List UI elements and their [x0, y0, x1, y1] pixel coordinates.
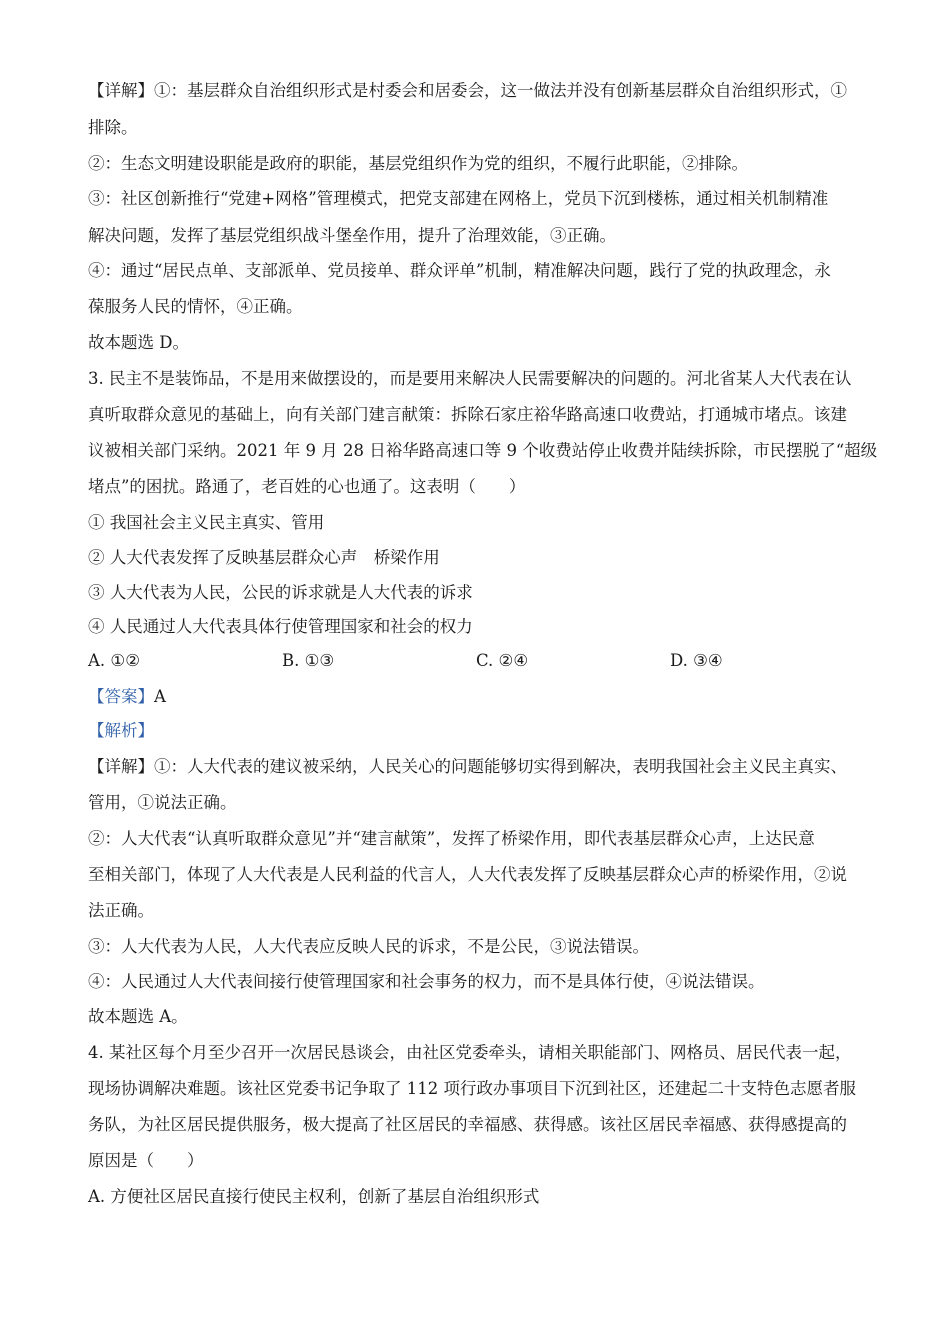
q4-stem-line-3: 务队，为社区居民提供服务，极大提高了社区居民的幸福感、获得感。该社区居民幸福感、获得感提高的	[88, 1115, 847, 1134]
q3-option-d: D. ③④	[670, 651, 723, 670]
prev-detail-line-6: ④：通过“居民点单、支部派单、党员接单、群众评单”机制，精准解决问题，践行了党的执政理念，永	[88, 261, 831, 280]
q3-option-a: A. ①②	[88, 651, 140, 670]
q3-statement-2: ② 人大代表发挥了反映基层群众心声 桥梁作用	[88, 548, 440, 567]
prev-conclusion: 故本题选 D。	[88, 333, 189, 352]
q3-analysis-label: 【解析】	[88, 721, 154, 740]
q3-statement-3: ③ 人大代表为人民，公民的诉求就是人大代表的诉求	[88, 583, 473, 602]
q3-answer	[88, 686, 166, 708]
prev-detail-line-5: 解决问题，发挥了基层党组织战斗堡垒作用，提升了治理效能，③正确。	[88, 226, 616, 245]
q3-statement-4: ④ 人民通过人大代表具体行使管理国家和社会的权力	[88, 617, 473, 636]
q4-option-a: A. 方便社区居民直接行使民主权利，创新了基层自治组织形式	[88, 1187, 540, 1206]
q3-stem-line-1: 3. 民主不是装饰品，不是用来做摆设的，而是要用来解决人民需要解决的问题的。河北省某人大代表在认	[88, 369, 852, 388]
q3-stem-line-4: 堵点”的困扰。路通了，老百姓的心也通了。这表明（ ）	[88, 477, 526, 496]
answer-label: 【答案】	[88, 687, 154, 706]
q3-detail-line-2: 管用，①说法正确。	[88, 793, 237, 812]
prev-detail-line-2: 排除。	[88, 118, 138, 137]
q3-option-c: C. ②④	[476, 651, 529, 670]
prev-detail-line-3: ②：生态文明建设职能是政府的职能，基层党组织作为党的组织，不履行此职能，②排除。	[88, 154, 748, 173]
q3-option-b: B. ①③	[282, 651, 335, 670]
q3-conclusion: 故本题选 A。	[88, 1007, 188, 1026]
q4-stem-line-1: 4. 某社区每个月至少召开一次居民恳谈会，由社区党委牵头，请相关职能部门、网格员、居民代表一起，	[88, 1043, 852, 1062]
q3-stem-line-2: 真听取群众意见的基础上，向有关部门建言献策：拆除石家庄裕华路高速口收费站，打通城市堵点。该建	[88, 405, 847, 424]
q3-statement-1: ① 我国社会主义民主真实、管用	[88, 513, 325, 532]
q3-detail-line-5: 法正确。	[88, 901, 154, 920]
q3-detail-line-7: ④：人民通过人大代表间接行使管理国家和社会事务的权力，而不是具体行使，④说法错误。	[88, 972, 765, 991]
q4-stem-line-4: 原因是（ ）	[88, 1151, 204, 1170]
prev-detail-line-4: ③：社区创新推行“党建+网格”管理模式，把党支部建在网格上，党员下沉到楼栋，通过相关机制精准	[88, 189, 829, 208]
q3-stem-line-3: 议被相关部门采纳。2021 年 9 月 28 日裕华路高速口等 9 个收费站停止收费并陆续拆除，市民摆脱了“超级	[88, 441, 878, 460]
prev-detail-line-7: 葆服务人民的情怀，④正确。	[88, 297, 303, 316]
detail-label: 【详解】	[88, 757, 154, 776]
prev-detail-line-1: 【详解】①：基层群众自治组织形式是村委会和居委会，这一做法并没有创新基层群众自治组织形式，①	[88, 81, 847, 100]
q3-detail-line-6: ③：人大代表为人民，人大代表应反映人民的诉求，不是公民，③说法错误。	[88, 937, 649, 956]
q3-detail-line-4: 至相关部门，体现了人大代表是人民利益的代言人，人大代表发挥了反映基层群众心声的桥梁作用，②说	[88, 865, 847, 884]
q3-detail-line-3: ②：人大代表“认真听取群众意见”并“建言献策”，发挥了桥梁作用，即代表基层群众心声，上达民意	[88, 829, 815, 848]
answer-value: A	[154, 687, 166, 706]
detail-label: 【详解】	[88, 81, 154, 100]
q4-stem-line-2: 现场协调解决难题。该社区党委书记争取了 112 项行政办事项目下沉到社区，还建起二十支特色志愿者服	[88, 1079, 856, 1098]
q3-detail-line-1: 【详解】①：人大代表的建议被采纳，人民关心的问题能够切实得到解决，表明我国社会主义民主真实、	[88, 757, 847, 776]
